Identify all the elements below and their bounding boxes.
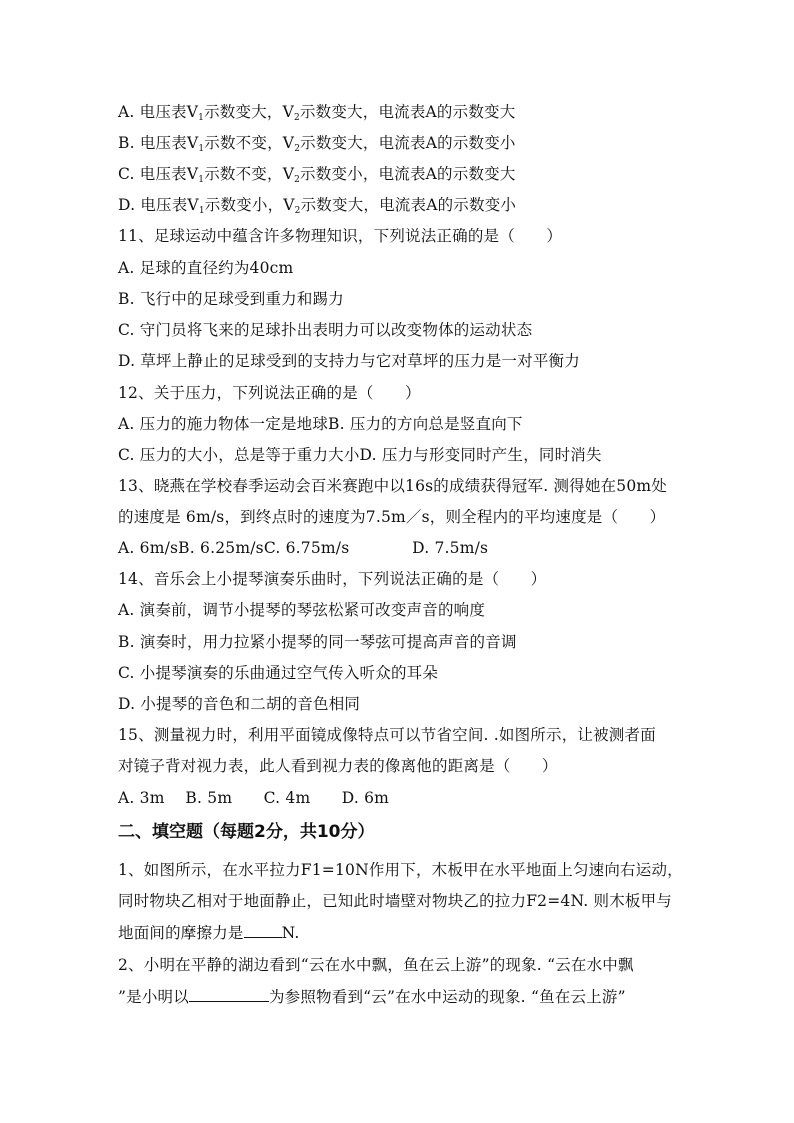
answer-blank[interactable] bbox=[189, 987, 269, 1002]
answer-blank[interactable] bbox=[244, 923, 282, 938]
q10-option-d: D. 电压表$V_1$示数变小，$V_2$示数变大，电流表A的示数变小 bbox=[118, 196, 517, 216]
q12-options-ab: A. 压力的施力物体一定是地球B. 压力的方向总是竖直向下 bbox=[118, 415, 523, 433]
q11-option-d: D. 草坪上静止的足球受到的支持力与它对草坪的压力是一对平衡力 bbox=[118, 352, 580, 370]
section-heading-fill-in: 二、填空题（每题2分，共10分） bbox=[118, 822, 375, 842]
q12-stem: 12、关于压力，下列说法正确的是（ ） bbox=[118, 384, 421, 402]
q13-stem-line2: 的速度是 6m/s，到终点时的速度为7.5m／s，则全程内的平均速度是（ ） bbox=[118, 508, 666, 526]
q13-stem-line1: 13、晓燕在学校春季运动会百米赛跑中以16s的成绩获得冠军. 测得她在50m处 bbox=[118, 477, 667, 495]
fill1-line3: 地面间的摩擦力是 N. bbox=[118, 924, 300, 942]
q14-option-b: B. 演奏时，用力拉紧小提琴的同一琴弦可提高声音的音调 bbox=[118, 633, 517, 651]
q14-option-a: A. 演奏前，调节小提琴的琴弦松紧可改变声音的响度 bbox=[118, 601, 486, 619]
fill1-line2: 同时物块乙相对于地面静止，已知此时墙壁对物块乙的拉力F2=4N. 则木板甲与 bbox=[118, 892, 672, 910]
q14-option-d: D. 小提琴的音色和二胡的音色相同 bbox=[118, 695, 361, 713]
fill2-line2: ”是小明以 为参照物看到“云”在水中运动的现象. “鱼在云上游” bbox=[118, 988, 626, 1006]
q11-stem: 11、足球运动中蕴含许多物理知识，下列说法正确的是（ ） bbox=[118, 227, 563, 245]
q15-stem-line2: 对镜子背对视力表，此人看到视力表的像离他的距离是（ ） bbox=[118, 757, 558, 775]
q14-option-c: C. 小提琴演奏的乐曲通过空气传入听众的耳朵 bbox=[118, 664, 439, 682]
q14-stem: 14、音乐会上小提琴演奏乐曲时，下列说法正确的是（ ） bbox=[118, 570, 547, 588]
q10-option-c: C. 电压表$V_1$示数不变，$V_2$示数变小，电流表A的示数变大 bbox=[118, 165, 516, 185]
q11-option-c: C. 守门员将飞来的足球扑出表明力可以改变物体的运动状态 bbox=[118, 321, 533, 339]
fill1-line1: 1、如图所示，在水平拉力F1=10N作用下，木板甲在水平地面上匀速向右运动， bbox=[118, 861, 683, 879]
q11-option-b: B. 飞行中的足球受到重力和踢力 bbox=[118, 290, 344, 308]
q13-options: A. 6m/sB. 6.25m/sC. 6.75m/s D. 7.5m/s bbox=[118, 539, 489, 557]
q10-option-b: B. 电压表$V_1$示数不变，$V_2$示数变大，电流表A的示数变小 bbox=[118, 134, 516, 154]
q12-options-cd: C. 压力的大小，总是等于重力大小D. 压力与形变同时产生，同时消失 bbox=[118, 446, 602, 464]
q11-option-a: A. 足球的直径约为40cm bbox=[118, 259, 294, 277]
q10-option-a: A. 电压表$V_1$示数变大，$V_2$示数变大，电流表A的示数变大 bbox=[118, 103, 516, 123]
fill2-line1: 2、小明在平静的湖边看到“云在水中飘，鱼在云上游”的现象. “云在水中飘 bbox=[118, 956, 634, 974]
q15-stem-line1: 15、测量视力时，利用平面镜成像特点可以节省空间. .如图所示，让被测者面 bbox=[118, 726, 656, 744]
q15-options: A. 3m B. 5m C. 4m D. 6m bbox=[118, 789, 390, 807]
